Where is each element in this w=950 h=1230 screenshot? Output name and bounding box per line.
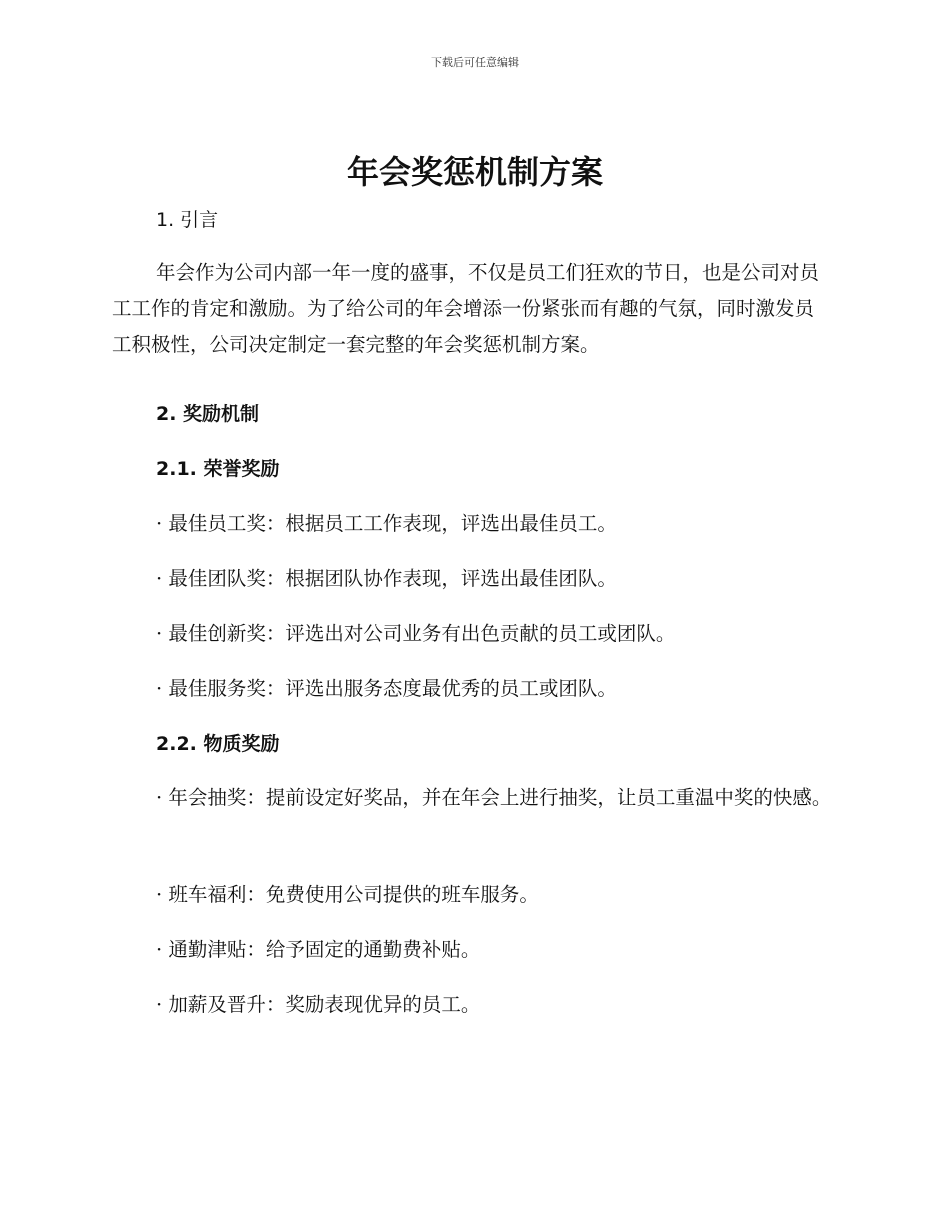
document-title: 年会奖惩机制方案 [346, 153, 603, 191]
subsection-heading-material: 2.2. 物质奖励 [156, 733, 280, 755]
subsection-heading-honor: 2.1. 荣誉奖励 [156, 458, 280, 480]
list-item: · 班车福利：免费使用公司提供的班车服务。 [156, 883, 539, 906]
section-heading-rewards: 2. 奖励机制 [156, 403, 260, 425]
list-item: · 通勤津贴：给予固定的通勤费补贴。 [156, 938, 481, 961]
intro-paragraph: 年会作为公司内部一年一度的盛事，不仅是员工们狂欢的节日，也是公司对员工工作的肯定和激励。为了给公司的年会增添一份紧张而有趣的气氛，同时激发员工积极性，公司决定制定一套完整的年会奖惩机制方案。 [112, 261, 820, 356]
section-heading-intro: 1. 引言 [156, 209, 219, 231]
list-item: · 最佳服务奖：评选出服务态度最优秀的员工或团队。 [156, 677, 617, 700]
list-item: · 最佳员工奖：根据员工工作表现，评选出最佳员工。 [156, 512, 617, 535]
list-item: · 最佳团队奖：根据团队协作表现，评选出最佳团队。 [156, 567, 617, 590]
list-item: · 年会抽奖：提前设定好奖品，并在年会上进行抽奖，让员工重温中奖的快感。 [156, 786, 832, 809]
list-item: · 加薪及晋升：奖励表现优异的员工。 [156, 993, 481, 1016]
page-header-note: 下载后可任意编辑 [431, 56, 519, 69]
list-item: · 最佳创新奖：评选出对公司业务有出色贡献的员工或团队。 [156, 622, 676, 645]
